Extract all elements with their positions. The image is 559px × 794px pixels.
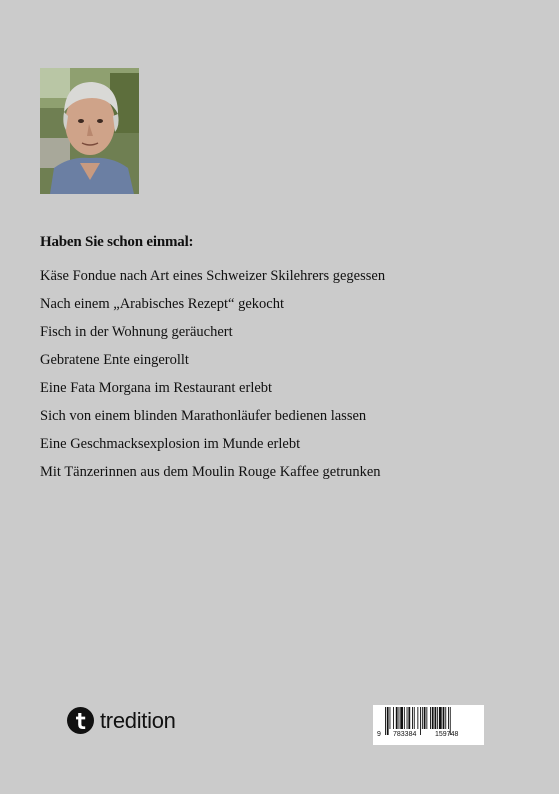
author-portrait-photo [40, 68, 139, 194]
barcode-first-digit: 9 [377, 731, 381, 738]
teaser-line: Nach einem „Arabisches Rezept“ gekocht [40, 296, 284, 312]
teaser-line: Fisch in der Wohnung geräuchert [40, 324, 233, 340]
publisher-logo [67, 707, 176, 734]
barcode-right-group: 159748 [435, 731, 459, 738]
teaser-list [40, 262, 385, 486]
cover-heading: Haben Sie schon einmal: [40, 234, 194, 250]
teaser-line: Käse Fondue nach Art eines Schweizer Skilehrers gegessen [40, 268, 386, 284]
publisher-name: tredition [100, 707, 176, 733]
tredition-logo-icon [67, 707, 94, 734]
teaser-line: Mit Tänzerinnen aus dem Moulin Rouge Kaffee getrunken [40, 464, 381, 480]
teaser-line: Gebratene Ente eingerollt [40, 352, 189, 368]
teaser-line: Sich von einem blinden Marathonläufer bedienen lassen [40, 408, 367, 424]
teaser-line: Eine Fata Morgana im Restaurant erlebt [40, 380, 273, 396]
barcode-bars [373, 705, 484, 745]
barcode-left-group: 783384 [393, 731, 417, 738]
isbn-barcode [373, 705, 484, 745]
teaser-line: Eine Geschmacksexplosion im Munde erlebt [40, 436, 301, 452]
author-photo [40, 68, 139, 194]
